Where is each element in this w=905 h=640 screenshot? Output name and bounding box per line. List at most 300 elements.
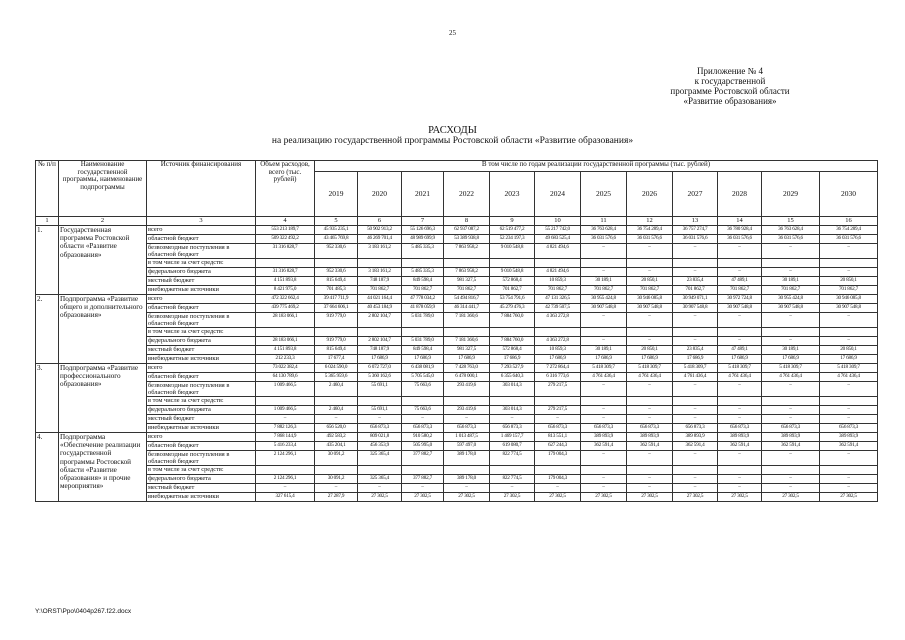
year-amount: 45 279 476,3 (490, 304, 535, 313)
year-amount (535, 328, 581, 337)
year-amount: 17 686,9 (402, 355, 444, 364)
column-number: 13 (673, 217, 718, 226)
year-amount: – (718, 244, 762, 259)
year-amount: 4 821 494,6 (535, 244, 581, 259)
year-amount: 952 330,6 (315, 268, 358, 277)
expenses-table (35, 160, 878, 502)
year-amount (673, 397, 718, 406)
year-amount: – (581, 484, 627, 493)
year-amount: 46 269 701,4 (358, 235, 402, 244)
year-amount (673, 259, 718, 268)
year-amount: – (820, 415, 878, 424)
year-amount: – (581, 337, 627, 346)
year-amount: 389 893,9 (627, 433, 673, 442)
year-amount: 30 189,1 (581, 346, 627, 355)
year-amount: 2 460,4 (315, 382, 358, 397)
year-amount: – (820, 313, 878, 328)
appendix-line: к государственной (694, 76, 766, 86)
funding-source: безвозмездные поступления в областной бюджет (147, 451, 256, 466)
year-amount: 701 862,7 (718, 286, 762, 295)
year-amount: 53 754 791,6 (490, 295, 535, 304)
year-amount: 62 937 087,2 (444, 226, 490, 235)
year-amount: 47 489,1 (718, 346, 762, 355)
header-year: 2021 (402, 172, 444, 217)
year-amount: – (718, 415, 762, 424)
year-amount (315, 466, 358, 475)
year-amount: 701 862,7 (820, 286, 878, 295)
year-amount: 36 754 289,4 (627, 226, 673, 235)
year-amount: 389 893,9 (673, 433, 718, 442)
funding-source: всего (147, 433, 256, 442)
total-amount: 439 775 469,2 (256, 304, 315, 313)
year-amount: 44 021 164,4 (358, 295, 402, 304)
year-amount: 30 189,1 (581, 277, 627, 286)
year-amount: 17 686,9 (762, 355, 820, 364)
year-amount: 4 821 494,6 (535, 268, 581, 277)
year-amount: 30 091,2 (315, 451, 358, 466)
year-amount: 389 178,0 (444, 475, 490, 484)
year-amount: – (581, 244, 627, 259)
year-amount: 6 438 081,9 (402, 364, 444, 373)
year-amount: 27 302,5 (490, 493, 535, 502)
year-amount: 362 591,4 (673, 442, 718, 451)
year-amount: 7 293 527,9 (490, 364, 535, 373)
year-amount: 2 802 104,7 (358, 337, 402, 346)
year-amount: 17 686,9 (535, 355, 581, 364)
table-row (36, 406, 878, 415)
year-amount: 27 302,5 (535, 493, 581, 502)
year-amount: – (581, 382, 627, 397)
year-amount: 5 705 545,0 (402, 373, 444, 382)
year-amount (490, 397, 535, 406)
header-year: 2029 (762, 172, 820, 217)
year-amount: 6 316 773,6 (535, 373, 581, 382)
year-amount: 36 031 576,6 (581, 235, 627, 244)
year-amount: 701 862,7 (444, 286, 490, 295)
year-amount: 17 686,9 (627, 355, 673, 364)
total-amount: 2 124 296,1 (256, 475, 315, 484)
appendix-line: «Развитие образования» (683, 96, 777, 106)
year-amount: – (581, 268, 627, 277)
table-row (36, 466, 878, 475)
year-amount: – (402, 484, 444, 493)
year-amount: 36 763 628,4 (581, 226, 627, 235)
year-amount: – (718, 406, 762, 415)
total-amount: 1 009 466,5 (256, 406, 315, 415)
year-amount: 55 217 742,0 (535, 226, 581, 235)
year-amount: 377 882,7 (402, 475, 444, 484)
year-amount: – (718, 313, 762, 328)
year-amount: 572 868,4 (490, 277, 535, 286)
table-row (36, 259, 878, 268)
year-amount: 656 873,3 (762, 424, 820, 433)
year-amount (358, 466, 402, 475)
year-amount: 17 686,9 (490, 355, 535, 364)
appendix-line: Приложение № 4 (697, 66, 763, 76)
year-amount: – (627, 337, 673, 346)
year-amount: – (820, 382, 878, 397)
year-amount: – (820, 451, 878, 466)
year-amount: 849 598,4 (402, 277, 444, 286)
year-amount: – (627, 244, 673, 259)
year-amount: 656 520,0 (315, 424, 358, 433)
year-amount: 53 389 938,8 (444, 235, 490, 244)
total-amount: 28 183 066,1 (256, 337, 315, 346)
year-amount: 505 995,0 (402, 442, 444, 451)
table-row (36, 451, 878, 466)
appendix-note (625, 66, 835, 106)
total-amount: 1 009 466,5 (256, 382, 315, 397)
year-amount: 389 893,9 (581, 433, 627, 442)
year-amount (820, 328, 878, 337)
total-amount: 327 615,4 (256, 493, 315, 502)
year-amount: 4 761 436,4 (762, 373, 820, 382)
year-amount: 748 187,9 (358, 346, 402, 355)
year-amount: 5 418 309,7 (762, 364, 820, 373)
year-amount: 7 884 760,0 (490, 313, 535, 328)
year-amount: 656 873,3 (627, 424, 673, 433)
funding-source: местный бюджет (147, 277, 256, 286)
year-amount: 656 873,3 (358, 424, 402, 433)
page-number: 25 (449, 29, 456, 37)
header-year: 2020 (358, 172, 402, 217)
total-amount: 64 130 789,6 (256, 373, 315, 382)
year-amount: 47 489,1 (718, 277, 762, 286)
year-amount: 55 691,1 (358, 406, 402, 415)
table-row (36, 382, 878, 397)
table-row (36, 235, 878, 244)
document-title: РАСХОДЫ (428, 125, 477, 136)
year-amount: – (673, 244, 718, 259)
year-amount: 5 031 789,0 (402, 313, 444, 328)
year-amount: – (535, 415, 581, 424)
year-amount: 6 478 000,1 (444, 373, 490, 382)
year-amount: – (762, 382, 820, 397)
year-amount: 362 591,4 (581, 442, 627, 451)
year-amount: 30 972 724,8 (718, 295, 762, 304)
funding-source: внебюджетные источники (147, 424, 256, 433)
table-row (36, 493, 878, 502)
program-number: 1. (36, 226, 59, 295)
year-amount: 7 272 864,4 (535, 364, 581, 373)
year-amount: – (673, 406, 718, 415)
funding-source: федерального бюджета (147, 337, 256, 346)
year-amount: 4 761 436,4 (673, 373, 718, 382)
year-amount: 389 893,9 (762, 433, 820, 442)
year-amount: – (581, 451, 627, 466)
year-amount: 1 469 157,7 (490, 433, 535, 442)
year-amount: 30 091,2 (315, 475, 358, 484)
column-number: 11 (581, 217, 627, 226)
year-amount: – (490, 484, 535, 493)
year-amount (581, 328, 627, 337)
header-total: Объем расходов, всего (тыс. рублей) (256, 161, 315, 217)
total-amount (256, 259, 315, 268)
year-amount: 37 664 606,1 (315, 304, 358, 313)
year-amount: 17 677,4 (315, 355, 358, 364)
year-amount: 43 465 769,8 (315, 235, 358, 244)
table-row (36, 337, 878, 346)
total-amount: 4 151 893,8 (256, 346, 315, 355)
year-amount (315, 397, 358, 406)
funding-source: федерального бюджета (147, 475, 256, 484)
year-amount: 17 686,9 (820, 355, 878, 364)
year-amount: – (718, 337, 762, 346)
year-amount (762, 466, 820, 475)
year-amount: – (581, 475, 627, 484)
year-amount: 701 862,7 (627, 286, 673, 295)
year-amount (444, 466, 490, 475)
year-amount: 30 907 548,8 (718, 304, 762, 313)
table-row (36, 328, 878, 337)
year-amount: – (820, 484, 878, 493)
table-row (36, 295, 878, 304)
year-amount: 5 418 309,7 (718, 364, 762, 373)
year-amount: 30 955 424,8 (581, 295, 627, 304)
year-amount: 7 428 763,0 (444, 364, 490, 373)
year-amount: 981 327,5 (444, 277, 490, 286)
year-amount: 27 302,5 (673, 493, 718, 502)
table-row (36, 304, 878, 313)
program-number: 4. (36, 433, 59, 502)
column-number: 8 (444, 217, 490, 226)
total-amount: 212 233,3 (256, 355, 315, 364)
table-row (36, 268, 878, 277)
year-amount: 30 907 548,8 (762, 304, 820, 313)
year-amount: 656 873,3 (402, 424, 444, 433)
table-row (36, 433, 878, 442)
year-amount: 4 761 436,4 (627, 373, 673, 382)
year-amount: – (490, 415, 535, 424)
year-amount (627, 259, 673, 268)
document-title-block (0, 126, 905, 146)
year-amount: 389 178,0 (444, 451, 490, 466)
year-amount: 919 779,0 (315, 313, 358, 328)
funding-source: местный бюджет (147, 484, 256, 493)
funding-source: всего (147, 295, 256, 304)
year-amount: 5 485 335,3 (402, 268, 444, 277)
table-row (36, 373, 878, 382)
year-amount: 815 649,4 (315, 346, 358, 355)
year-amount: 27 302,5 (402, 493, 444, 502)
year-amount (718, 328, 762, 337)
year-amount: 6 355 640,3 (490, 373, 535, 382)
year-amount (718, 397, 762, 406)
year-amount: – (762, 415, 820, 424)
total-amount: 2 124 296,1 (256, 451, 315, 466)
year-amount: 2 460,4 (315, 406, 358, 415)
year-amount: 7 884 760,0 (490, 337, 535, 346)
total-amount: 553 213 189,7 (256, 226, 315, 235)
year-amount: 701 862,7 (358, 286, 402, 295)
year-amount: 52 234 197,3 (490, 235, 535, 244)
column-number: 6 (358, 217, 402, 226)
year-amount (358, 328, 402, 337)
year-amount: 30 907 548,8 (627, 304, 673, 313)
year-amount: – (627, 406, 673, 415)
year-amount: 597 497,0 (444, 442, 490, 451)
header-years-group: В том числе по годам реализации государственной программы (тыс. рублей) (315, 161, 878, 172)
column-number: 1 (36, 217, 59, 226)
table-row (36, 397, 878, 406)
year-amount: – (762, 406, 820, 415)
year-amount: – (673, 484, 718, 493)
year-amount: 10 859,3 (535, 346, 581, 355)
year-amount: 5 418 309,7 (581, 364, 627, 373)
year-amount (673, 328, 718, 337)
year-amount: – (402, 415, 444, 424)
year-amount (820, 259, 878, 268)
year-amount: 50 902 913,2 (358, 226, 402, 235)
year-amount: 7 181 360,6 (444, 337, 490, 346)
year-amount: 36 031 576,6 (673, 235, 718, 244)
year-amount: – (673, 475, 718, 484)
year-amount: 701 862,7 (581, 286, 627, 295)
year-amount: – (820, 475, 878, 484)
total-amount: 31 316 828,7 (256, 244, 315, 259)
year-amount: 30 946 085,8 (627, 295, 673, 304)
total-amount (256, 328, 315, 337)
year-amount: – (358, 415, 402, 424)
year-amount: 701 862,7 (535, 286, 581, 295)
year-amount: 389 893,9 (718, 433, 762, 442)
year-amount: 10 859,3 (535, 277, 581, 286)
year-amount: 179 004,3 (535, 475, 581, 484)
year-amount: 4 363 272,8 (535, 313, 581, 328)
total-amount (256, 397, 315, 406)
funding-source: всего (147, 226, 256, 235)
header-year: 2019 (315, 172, 358, 217)
year-amount: 362 591,4 (627, 442, 673, 451)
year-amount: – (627, 484, 673, 493)
year-amount: 303 014,3 (490, 382, 535, 397)
total-amount: 31 316 828,7 (256, 268, 315, 277)
column-number: 2 (59, 217, 147, 226)
year-amount: 981 327,5 (444, 346, 490, 355)
column-number: 9 (490, 217, 535, 226)
year-amount: 30 189,1 (762, 277, 820, 286)
program-name: Государственная программа Ростовской области «Развитие образования» (59, 226, 147, 295)
header-year: 2025 (581, 172, 627, 217)
year-amount: 4 761 436,4 (581, 373, 627, 382)
header-year: 2030 (820, 172, 878, 217)
year-amount (358, 259, 402, 268)
year-amount: 362 591,4 (718, 442, 762, 451)
year-amount: 17 686,9 (673, 355, 718, 364)
year-amount: 809 021,8 (358, 433, 402, 442)
year-amount: – (820, 337, 878, 346)
year-amount: 27 302,5 (627, 493, 673, 502)
funding-source: местный бюджет (147, 346, 256, 355)
year-amount: 5 360 162,6 (358, 373, 402, 382)
year-amount: 30 907 548,8 (673, 304, 718, 313)
column-number: 4 (256, 217, 315, 226)
year-amount: – (673, 313, 718, 328)
funding-source: в том числе за счет средств: (147, 397, 256, 406)
year-amount (718, 259, 762, 268)
year-amount: – (762, 268, 820, 277)
total-amount: 28 183 066,1 (256, 313, 315, 328)
year-amount (402, 259, 444, 268)
year-amount: 325 365,4 (358, 451, 402, 466)
year-amount: 23 835,4 (673, 277, 718, 286)
table-row (36, 415, 878, 424)
year-amount: 701 862,7 (490, 286, 535, 295)
year-amount: 30 946 085,8 (820, 295, 878, 304)
year-amount: 279 217,5 (535, 382, 581, 397)
year-amount: – (718, 484, 762, 493)
total-amount: 73 022 382,4 (256, 364, 315, 373)
year-amount: 656 873,3 (581, 424, 627, 433)
year-amount (358, 397, 402, 406)
total-amount: 509 322 492,2 (256, 235, 315, 244)
year-amount: 849 598,4 (402, 346, 444, 355)
year-amount: – (762, 484, 820, 493)
year-amount: 179 004,3 (535, 451, 581, 466)
appendix-line: программе Ростовской области (670, 86, 790, 96)
total-amount: 7 882 126,3 (256, 424, 315, 433)
total-amount: 472 322 662,4 (256, 295, 315, 304)
column-number: 15 (762, 217, 820, 226)
table-row (36, 364, 878, 373)
year-amount (535, 259, 581, 268)
year-amount: 42 739 507,5 (535, 304, 581, 313)
year-amount: 456 353,9 (358, 442, 402, 451)
year-amount: – (627, 475, 673, 484)
funding-source: внебюджетные источники (147, 286, 256, 295)
year-amount: 656 873,3 (820, 424, 878, 433)
file-path-footer: Y:\ORST\Ppo\0404p267.f22.docx (35, 608, 132, 615)
year-amount: – (673, 451, 718, 466)
header-year: 2023 (490, 172, 535, 217)
year-amount: 17 686,9 (718, 355, 762, 364)
funding-source: областной бюджет (147, 442, 256, 451)
year-amount: – (444, 484, 490, 493)
year-amount: 36 763 628,4 (762, 226, 820, 235)
year-amount: 813 551,1 (535, 433, 581, 442)
year-amount: 75 663,6 (402, 382, 444, 397)
year-amount: 36 031 576,6 (627, 235, 673, 244)
funding-source: в том числе за счет средств: (147, 259, 256, 268)
year-amount: 701 862,7 (402, 286, 444, 295)
table-row (36, 226, 878, 235)
year-amount: 17 686,9 (581, 355, 627, 364)
year-amount: 3 183 161,2 (358, 268, 402, 277)
table-row (36, 313, 878, 328)
column-number: 16 (820, 217, 878, 226)
column-number: 3 (147, 217, 256, 226)
year-amount: 952 330,6 (315, 244, 358, 259)
total-amount: – (256, 415, 315, 424)
total-amount (256, 466, 315, 475)
year-amount: 27 302,5 (762, 493, 820, 502)
year-amount: – (627, 313, 673, 328)
year-amount: 47 778 034,2 (402, 295, 444, 304)
year-amount: – (673, 415, 718, 424)
total-amount: – (256, 484, 315, 493)
year-amount (402, 328, 444, 337)
table-row (36, 286, 878, 295)
year-amount: 30 907 548,8 (820, 304, 878, 313)
program-name: Подпрограмма «Обеспечение реализации государственной программы Ростовской области «Развитие образования» и прочие мероприятия» (59, 433, 147, 502)
year-amount: – (762, 475, 820, 484)
year-amount: 701 862,7 (762, 286, 820, 295)
year-amount: 293 419,6 (444, 382, 490, 397)
total-amount: 4 151 893,8 (256, 277, 315, 286)
year-amount: 36 031 576,6 (718, 235, 762, 244)
year-amount: 362 591,4 (820, 442, 878, 451)
year-amount: 279 217,5 (535, 406, 581, 415)
